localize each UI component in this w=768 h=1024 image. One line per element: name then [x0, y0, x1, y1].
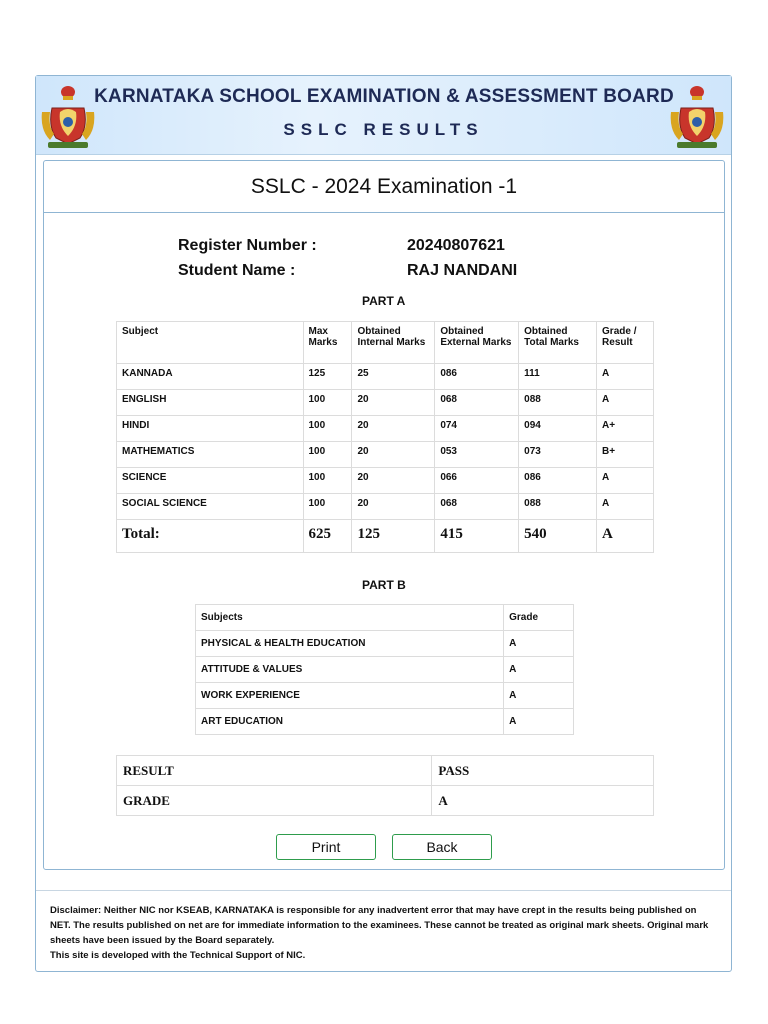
internal-marks-cell: 20: [352, 390, 435, 416]
result-panel: [43, 160, 725, 870]
total-marks-cell: 086: [519, 468, 597, 494]
divider: [36, 890, 731, 891]
subject-cell: PHYSICAL & HEALTH EDUCATION: [196, 631, 504, 657]
subject-cell: SCIENCE: [117, 468, 304, 494]
grade-cell: A: [504, 657, 574, 683]
table-header-row: [117, 322, 654, 364]
table-row: [117, 468, 654, 494]
grade-label: GRADE: [117, 786, 432, 816]
grade-cell: B+: [597, 442, 654, 468]
result-value: PASS: [432, 756, 654, 786]
max-marks-cell: 100: [303, 416, 352, 442]
column-header: Grade: [504, 605, 574, 631]
internal-marks-cell: 20: [352, 468, 435, 494]
table-row: [117, 442, 654, 468]
header-banner: [36, 76, 731, 155]
results-title: SSLC RESULTS: [283, 120, 484, 139]
internal-marks-cell: 20: [352, 442, 435, 468]
subject-cell: ART EDUCATION: [196, 709, 504, 735]
max-marks-cell: 125: [303, 364, 352, 390]
total-marks-cell: 088: [519, 390, 597, 416]
internal-marks-cell: 20: [352, 416, 435, 442]
column-header: Subject: [117, 322, 304, 364]
internal-marks-cell: 25: [352, 364, 435, 390]
grade-cell: A: [504, 683, 574, 709]
grade-cell: A+: [597, 416, 654, 442]
column-header: Grade / Result: [597, 322, 654, 364]
table-row: [117, 390, 654, 416]
register-number-label: Register Number :: [178, 237, 317, 254]
total-grade: A: [597, 520, 654, 553]
max-marks-cell: 100: [303, 442, 352, 468]
column-header: Obtained External Marks: [435, 322, 519, 364]
disclaimer-text: Disclaimer: Neither NIC nor KSEAB, KARNATAKA is responsible for any inadvertent error that may have crept in the results being published on NET. The results published on net are for immediate information to the examinees. These cannot be treated as original mark sheets. Original mark sheets have been issued by the Board separately.: [50, 905, 709, 946]
result-row: [117, 756, 654, 786]
grade-value: A: [432, 786, 654, 816]
disclaimer: [50, 903, 718, 963]
support-text: This site is developed with the Technical Support of NIC.: [50, 950, 306, 961]
exam-title: SSLC - 2024 Examination -1: [44, 161, 724, 213]
register-number-value: 20240807621: [407, 237, 505, 254]
grade-cell: A: [597, 468, 654, 494]
table-row: [117, 494, 654, 520]
total-external-marks: 415: [435, 520, 519, 553]
max-marks-cell: 100: [303, 468, 352, 494]
grade-cell: A: [504, 709, 574, 735]
grade-cell: A: [597, 390, 654, 416]
back-button[interactable]: Back: [392, 834, 492, 860]
board-title: KARNATAKA SCHOOL EXAMINATION & ASSESSMENT BOARD: [94, 86, 674, 107]
total-marks-cell: 073: [519, 442, 597, 468]
table-row: [196, 657, 574, 683]
total-max-marks: 625: [303, 520, 352, 553]
table-row: [117, 364, 654, 390]
subject-cell: HINDI: [117, 416, 304, 442]
total-marks-cell: 088: [519, 494, 597, 520]
table-row: [196, 631, 574, 657]
external-marks-cell: 068: [435, 390, 519, 416]
subject-cell: ENGLISH: [117, 390, 304, 416]
column-header: Obtained Internal Marks: [352, 322, 435, 364]
table-row: [117, 416, 654, 442]
result-label: RESULT: [117, 756, 432, 786]
total-row: [117, 520, 654, 553]
max-marks-cell: 100: [303, 494, 352, 520]
table-row: [196, 709, 574, 735]
part-a-label: PART A: [362, 294, 406, 308]
total-label: Total:: [117, 520, 304, 553]
external-marks-cell: 068: [435, 494, 519, 520]
total-internal-marks: 125: [352, 520, 435, 553]
total-obtained-marks: 540: [519, 520, 597, 553]
external-marks-cell: 074: [435, 416, 519, 442]
total-marks-cell: 111: [519, 364, 597, 390]
external-marks-cell: 066: [435, 468, 519, 494]
table-row: [196, 683, 574, 709]
print-button[interactable]: Print: [276, 834, 376, 860]
result-page: [35, 75, 732, 972]
subject-cell: SOCIAL SCIENCE: [117, 494, 304, 520]
subject-cell: ATTITUDE & VALUES: [196, 657, 504, 683]
grade-cell: A: [597, 494, 654, 520]
max-marks-cell: 100: [303, 390, 352, 416]
grade-cell: A: [504, 631, 574, 657]
external-marks-cell: 086: [435, 364, 519, 390]
karnataka-emblem-icon: [667, 82, 727, 150]
student-name-value: RAJ NANDANI: [407, 262, 518, 279]
subject-cell: WORK EXPERIENCE: [196, 683, 504, 709]
grade-cell: A: [597, 364, 654, 390]
column-header: Max Marks: [303, 322, 352, 364]
total-marks-cell: 094: [519, 416, 597, 442]
table-header-row: [196, 605, 574, 631]
column-header: Obtained Total Marks: [519, 322, 597, 364]
external-marks-cell: 053: [435, 442, 519, 468]
part-b-label: PART B: [362, 578, 406, 592]
summary-table: [116, 755, 654, 816]
internal-marks-cell: 20: [352, 494, 435, 520]
subject-cell: MATHEMATICS: [117, 442, 304, 468]
grade-row: [117, 786, 654, 816]
column-header: Subjects: [196, 605, 504, 631]
part-b-table: [195, 604, 574, 735]
subject-cell: KANNADA: [117, 364, 304, 390]
part-a-table: [116, 321, 654, 553]
student-name-label: Student Name :: [178, 262, 296, 279]
